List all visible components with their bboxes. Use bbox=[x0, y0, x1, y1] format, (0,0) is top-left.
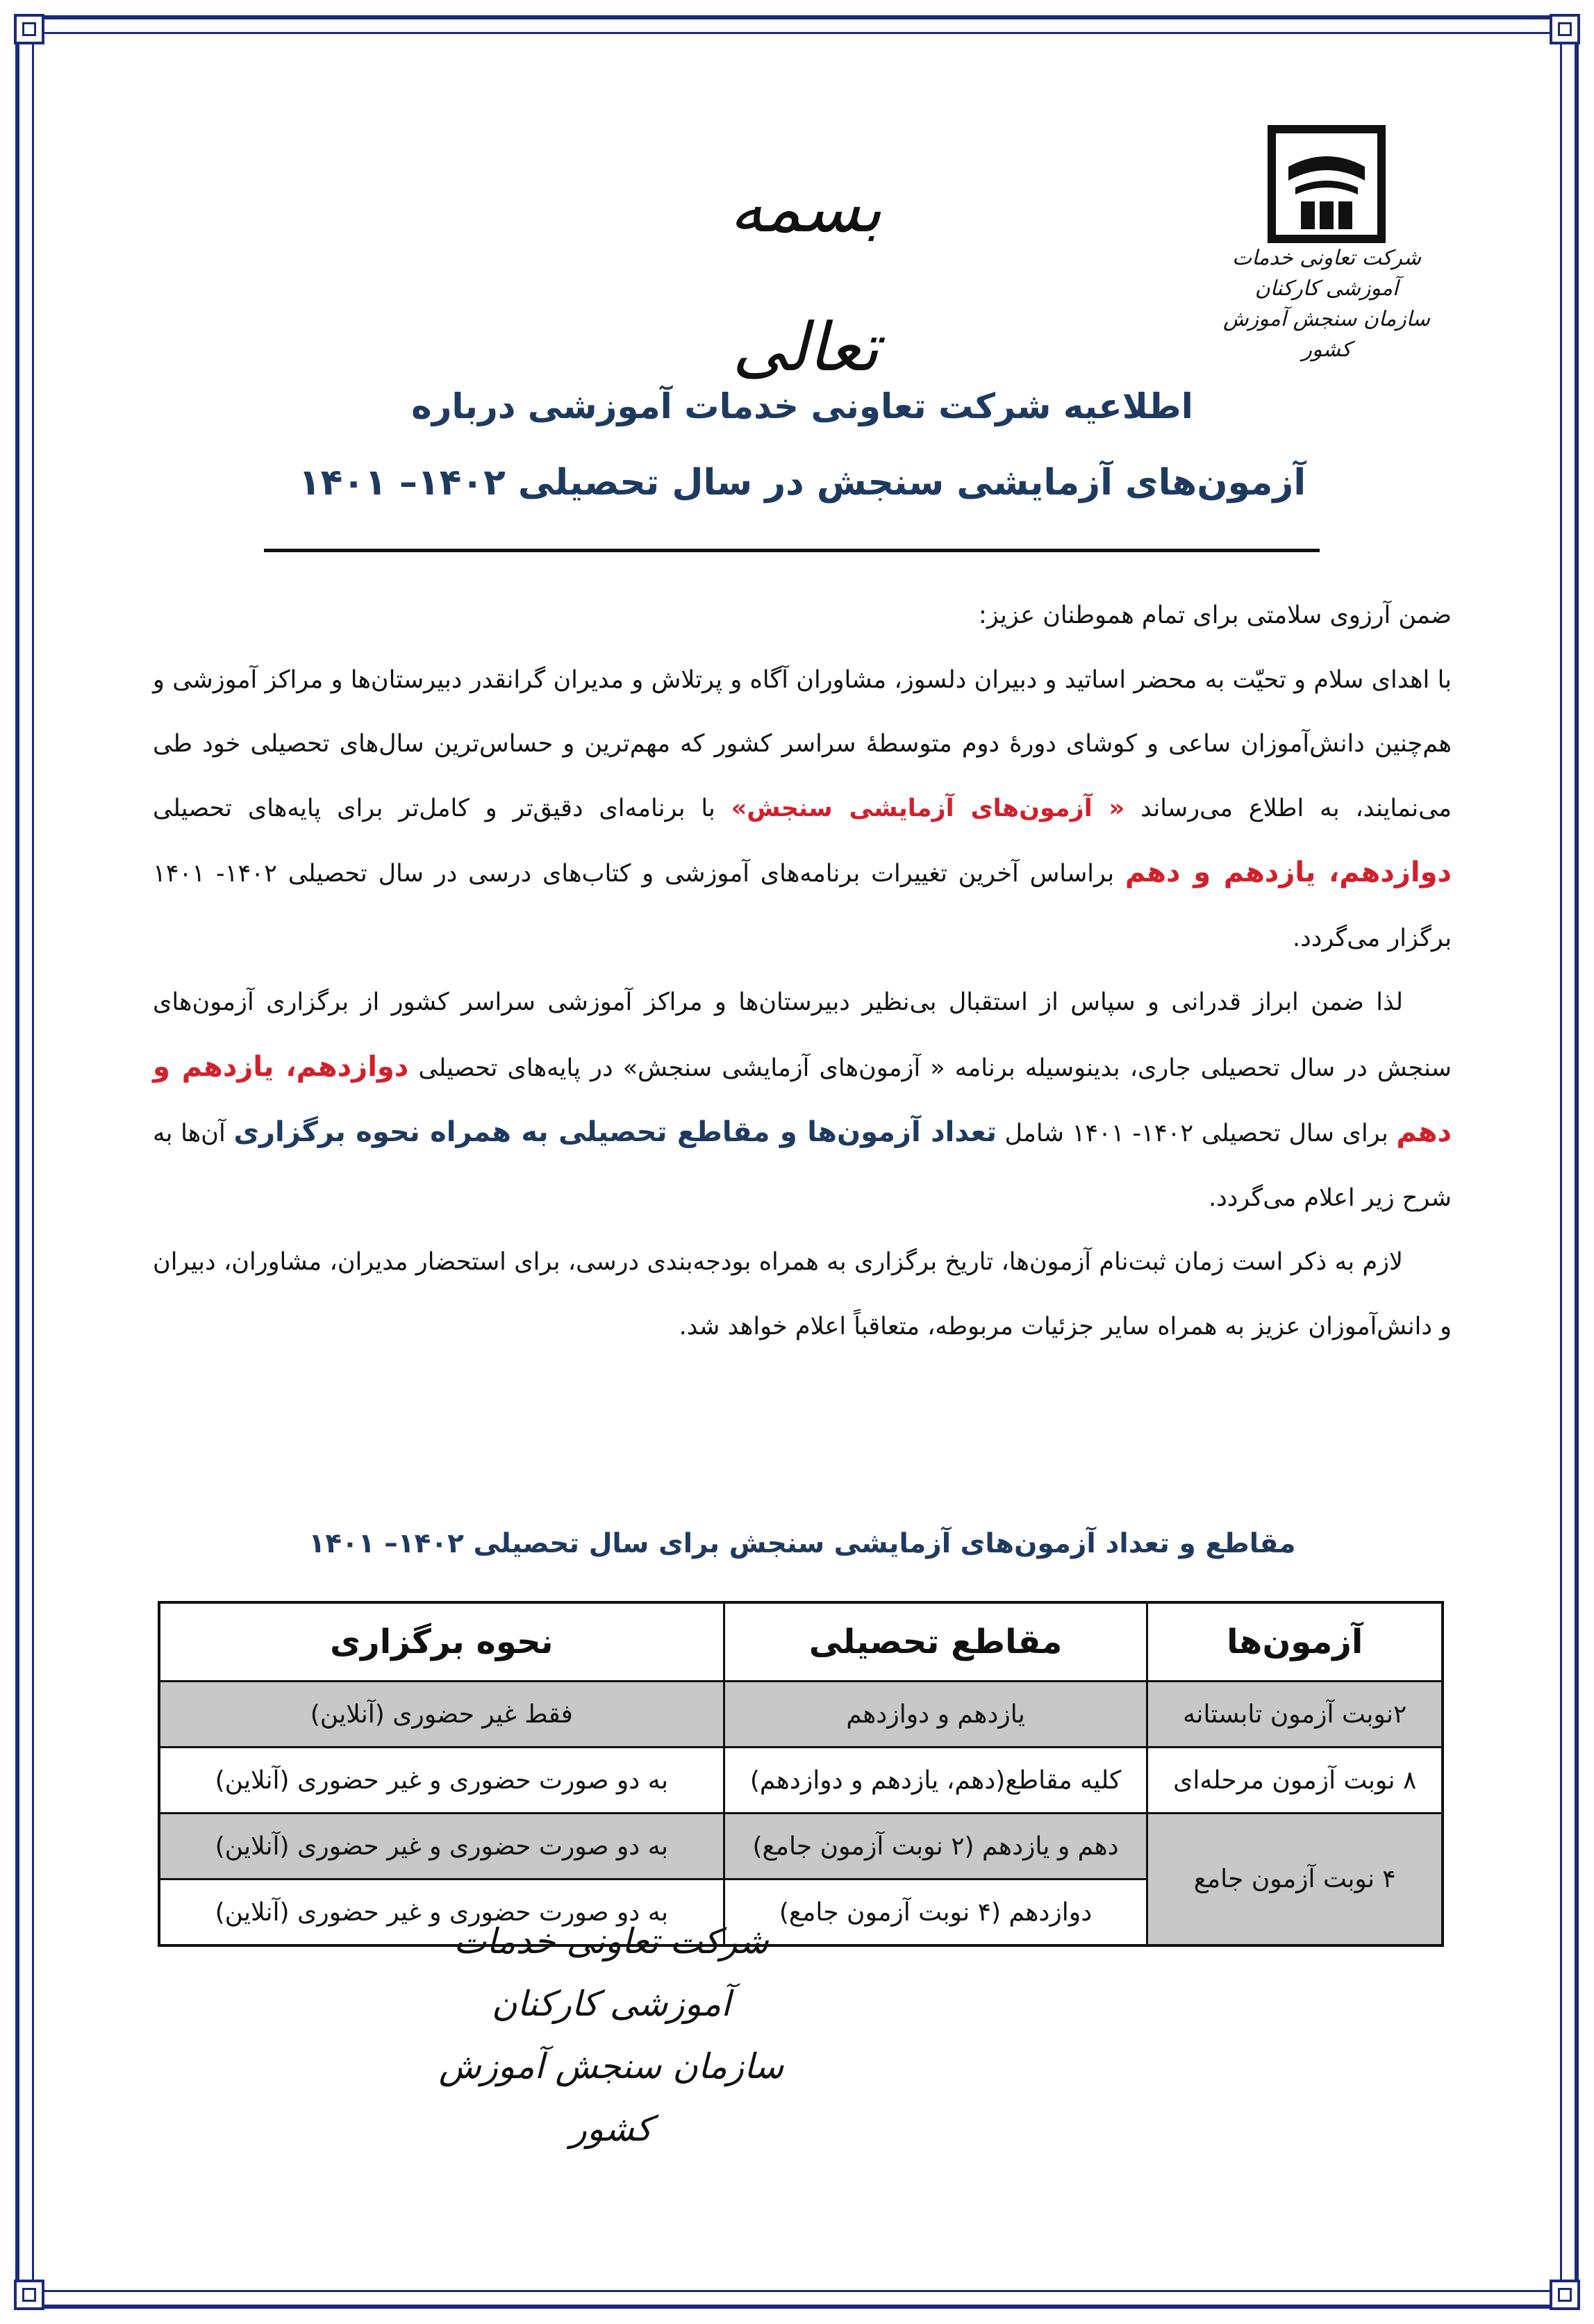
header-method: نحوه برگزاری bbox=[159, 1602, 724, 1682]
paragraph-2-part-c: آن‌ها به شرح زیر اعلام می‌گردد. bbox=[153, 1120, 1452, 1212]
grades-highlight: دوازدهم، یازدهم و دهم bbox=[1124, 856, 1452, 888]
announcement-body bbox=[153, 583, 1452, 1359]
exam-name-highlight: « آزمون‌های آزمایشی سنجش» bbox=[731, 794, 1125, 822]
title-divider bbox=[264, 549, 1320, 552]
paragraph-3: لازم به ذکر است زمان ثبت‌نام آزمون‌ها، تاریخ برگزاری به همراه بودجه‌بندی درسی، برای استحضار مدیران، مشاوران، دبیران و دانش‌آموزان عزیز به همراه سایر جزئیات مربوطه، متعاقباً اعلام خواهد شد. bbox=[153, 1248, 1452, 1341]
book-logo-icon bbox=[1268, 125, 1386, 243]
greeting-line: ضمن آرزوی سلامتی برای تمام هموطنان عزیز: bbox=[979, 601, 1452, 629]
table-title: مقاطع و تعداد آزمون‌های آزمایشی سنجش برای سال تحصیلی ۱۴۰۲– ۱۴۰۱ bbox=[308, 1528, 1296, 1559]
corner-ornament-bottom-right bbox=[1550, 2280, 1580, 2310]
corner-ornament-top-left bbox=[14, 14, 44, 44]
table-row bbox=[159, 1748, 1443, 1813]
corner-ornament-bottom-left bbox=[14, 2280, 44, 2310]
cell-grades: دهم و یازدهم (۲ نوبت آزمون جامع) bbox=[724, 1813, 1147, 1879]
signature-line2: سازمان سنجش آموزش کشور bbox=[438, 2046, 784, 2149]
organization-logo bbox=[1209, 125, 1445, 361]
announcement-title bbox=[153, 368, 1452, 521]
cell-exam: ۴ نوبت آزمون جامع bbox=[1147, 1813, 1443, 1946]
grades-highlight-2: دوازدهم، یازدهم و دهم bbox=[153, 1050, 1452, 1148]
paragraph-1 bbox=[153, 648, 1452, 971]
table-row bbox=[159, 1682, 1443, 1748]
paragraph-1-part-c: براساس آخرین تغییرات برنامه‌های آموزشی و کتاب‌های درسی در سال تحصیلی ۱۴۰۲- ۱۴۰۱ برگزار می‌گردد. bbox=[153, 860, 1452, 952]
exam-schedule-table bbox=[158, 1601, 1444, 1947]
signature-line1: شرکت تعاونی خدمات آموزشی کارکنان bbox=[454, 1921, 769, 2024]
cell-grades: دوازدهم (۴ نوبت آزمون جامع) bbox=[724, 1879, 1147, 1946]
cell-exam: ۸ نوبت آزمون مرحله‌ای bbox=[1147, 1748, 1443, 1813]
cell-method: به دو صورت حضوری و غیر حضوری (آنلاین) bbox=[159, 1879, 724, 1946]
logo-caption-line2: سازمان سنجش آموزش کشور bbox=[1223, 307, 1430, 362]
cell-method: فقط غیر حضوری (آنلاین) bbox=[159, 1682, 724, 1748]
cell-method: به دو صورت حضوری و غیر حضوری (آنلاین) bbox=[159, 1748, 724, 1813]
paragraph-2 bbox=[153, 970, 1452, 1230]
header-grades: مقاطع تحصیلی bbox=[724, 1602, 1147, 1682]
cell-exam: ۲نوبت آزمون تابستانه bbox=[1147, 1682, 1443, 1748]
paragraph-1-part-b: با برنامه‌ای دقیق‌تر و کامل‌تر برای پایه‌های تحصیلی bbox=[153, 794, 731, 822]
cell-grades: کلیه مقاطع(دهم، یازدهم و دوازدهم) bbox=[724, 1748, 1147, 1813]
header-exams: آزمون‌ها bbox=[1147, 1602, 1443, 1682]
logo-caption-line1: شرکت تعاونی خدمات آموزشی کارکنان bbox=[1231, 246, 1422, 301]
corner-ornament-top-right bbox=[1550, 14, 1580, 44]
title-line1: اطلاعیه شرکت تعاونی خدمات آموزشی درباره bbox=[411, 386, 1193, 426]
count-and-method-highlight: تعداد آزمون‌ها و مقاطع تحصیلی به همراه نحوه برگزاری bbox=[233, 1116, 997, 1148]
signature-block bbox=[403, 1910, 820, 2160]
paragraph-2-part-a: لذا ضمن ابراز قدرانی و سپاس از استقبال بی‌نظیر دبیرستان‌ها و مراکز آموزشی سراسر کشور از برگزاری آزمون‌های سنجش در سال تحصیلی جاری، بدینوسیله برنامه « آزمون‌های آزمایشی سنجش» در پایه‌های تحصیلی bbox=[153, 988, 1452, 1082]
cell-method: به دو صورت حضوری و غیر حضوری (آنلاین) bbox=[159, 1813, 724, 1879]
paragraph-2-part-b: برای سال تحصیلی ۱۴۰۲- ۱۴۰۱ شامل bbox=[997, 1120, 1397, 1147]
title-line2: آزمون‌های آزمایشی سنجش در سال تحصیلی ۱۴۰۲– ۱۴۰۱ bbox=[298, 462, 1306, 504]
paragraph-1-part-a: با اهدای سلام و تحیّت به محضر اساتید و دبیران دلسوز، مشاوران آگاه و پرتلاش و مدیران گرانقدر دبیرستان‌ها و مراکز آموزشی و هم‌چنین دانش‌آموزان ساعی و کوشای دورهٔ دوم متوسطهٔ سراسر کشور که مهم‌ترین و حساس‌ترین سال‌های تحصیلی خود طی می‌نمایند، به اطلاع می‌رساند bbox=[153, 665, 1452, 822]
table-row bbox=[159, 1813, 1443, 1879]
document-page bbox=[153, 104, 1452, 2243]
basmala-heading: بسمه تعالی bbox=[729, 169, 882, 386]
cell-grades: یازدهم و دوازدهم bbox=[724, 1682, 1147, 1748]
table-header-row bbox=[159, 1602, 1443, 1682]
